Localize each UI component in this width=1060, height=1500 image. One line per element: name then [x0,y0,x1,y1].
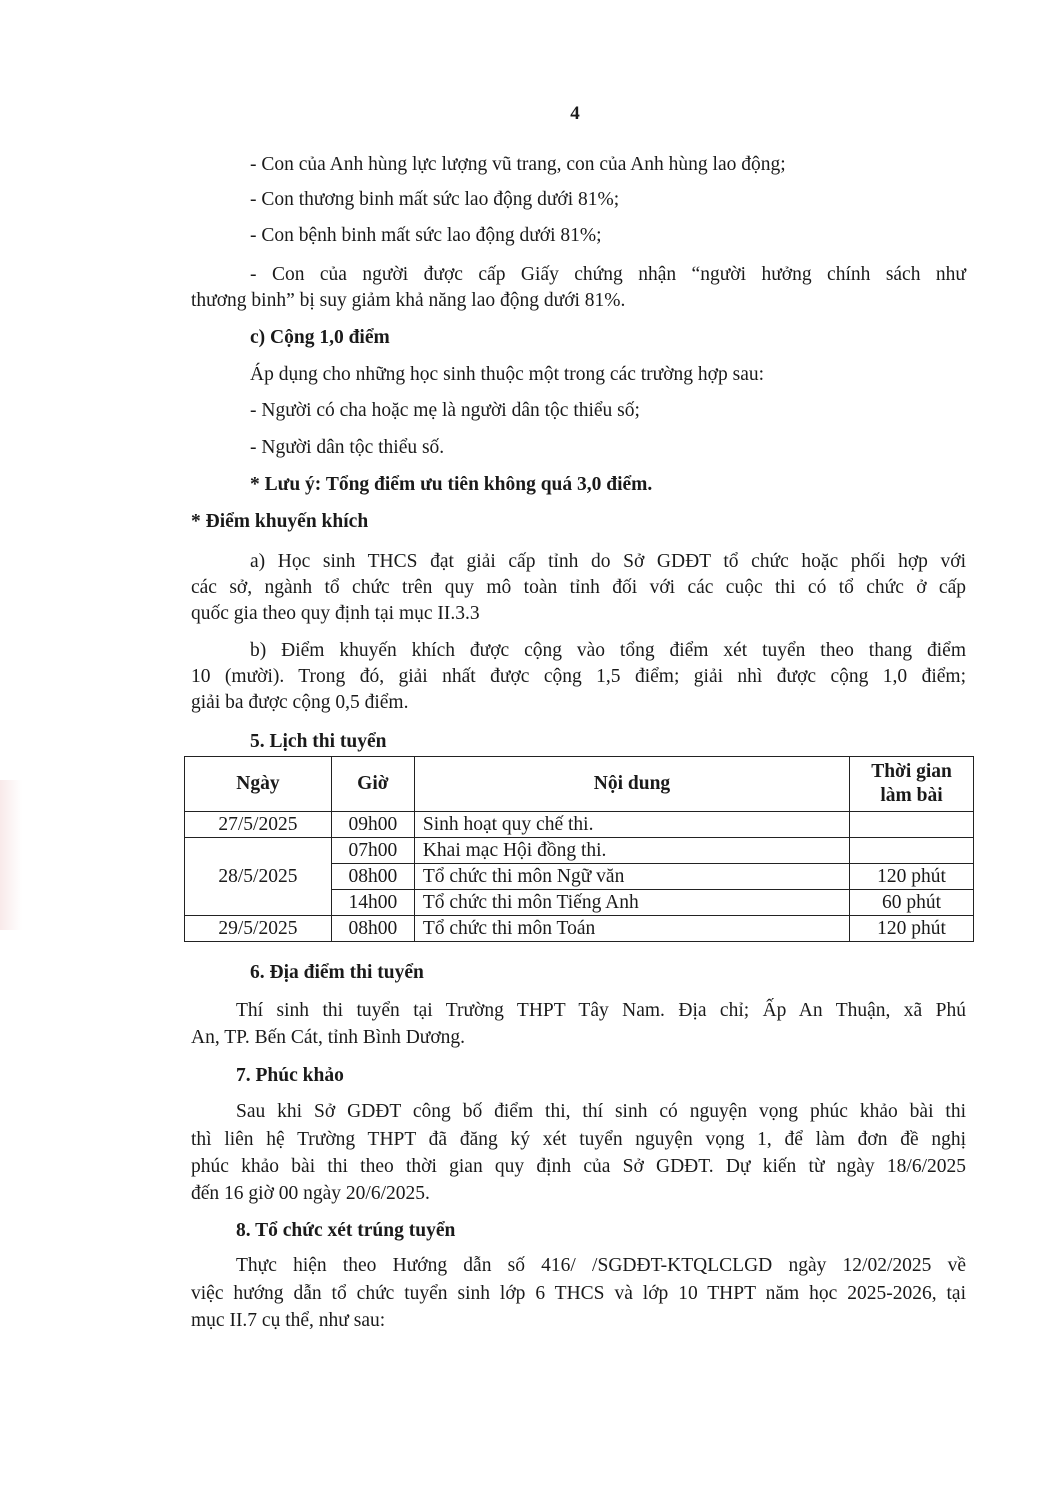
section-heading-7: 7. Phúc khảo [236,1065,344,1086]
list-item-continuation: thương binh” bị suy giảm khả năng lao động dưới 81%. [191,290,626,311]
column-header-duration [850,757,974,812]
cell-content: Tổ chức thi môn Ngữ văn [414,864,849,890]
exam-schedule-table [184,756,974,942]
cell-duration: 120 phút [850,916,974,942]
table-header-row [185,757,974,812]
paragraph-line: quốc gia theo quy định tại mục II.3.3 [191,603,480,624]
paragraph-line: giải ba được cộng 0,5 điểm. [191,692,409,713]
cell-time: 14h00 [331,890,414,916]
scan-edge-mark [0,780,22,930]
column-header-content: Nội dung [414,757,849,812]
cell-time: 07h00 [331,838,414,864]
list-item: - Người dân tộc thiểu số. [250,437,445,458]
column-header-date: Ngày [185,757,332,812]
cell-duration [850,812,974,838]
paragraph-line: mục II.7 cụ thể, như sau: [191,1310,386,1331]
section-heading-8: 8. Tổ chức xét trúng tuyển [236,1220,456,1241]
list-item: - Người có cha hoặc mẹ là người dân tộc thiểu số; [250,400,640,421]
column-header-duration-line1: Thời gian [871,761,952,782]
column-header-duration-line2: làm bài [880,785,943,806]
cell-content: Tổ chức thi môn Toán [414,916,849,942]
cell-time: 08h00 [331,916,414,942]
cell-date: 28/5/2025 [185,838,332,916]
page-number: 4 [570,103,580,124]
note-text: * Lưu ý: Tổng điểm ưu tiên không quá 3,0 điểm. [250,474,653,495]
cell-content: Sinh hoạt quy chế thi. [414,812,849,838]
cell-duration [850,838,974,864]
section-heading-6: 6. Địa điểm thi tuyển [250,962,424,983]
paragraph-line: Sau khi Sở GDĐT công bố điểm thi, thí sinh có nguyện vọng phúc khảo bài thi [236,1101,966,1122]
section-heading-c: c) Cộng 1,0 điểm [250,327,390,348]
paragraph: Áp dụng cho những học sinh thuộc một trong các trường hợp sau: [250,364,765,385]
section-heading-5: 5. Lịch thi tuyển [250,731,387,752]
column-header-time: Giờ [331,757,414,812]
cell-content: Tổ chức thi môn Tiếng Anh [414,890,849,916]
table-row [185,916,974,942]
paragraph-line: thì liên hệ Trường THPT đã đăng ký xét tuyển nguyện vọng 1, để làm đơn đề nghị [191,1129,966,1150]
cell-date: 27/5/2025 [185,812,332,838]
cell-duration: 120 phút [850,864,974,890]
table-row [185,838,974,864]
cell-date: 29/5/2025 [185,916,332,942]
list-item: - Con thương binh mất sức lao động dưới 81%; [250,189,620,210]
cell-time: 09h00 [331,812,414,838]
cell-duration: 60 phút [850,890,974,916]
list-item: - Con của người được cấp Giấy chứng nhận “người hưởng chính sách như [250,264,966,285]
paragraph-line: b) Điểm khuyến khích được cộng vào tổng điểm xét tuyển theo thang điểm [250,640,966,661]
section-heading-khuyen-khich: * Điểm khuyến khích [191,511,369,532]
paragraph-line: Thực hiện theo Hướng dẫn số 416/ /SGDĐT-KTQLCLGD ngày 12/02/2025 về [236,1255,966,1276]
paragraph-line: Thí sinh thi tuyển tại Trường THPT Tây Nam. Địa chỉ; Ấp An Thuận, xã Phú [236,1000,966,1021]
paragraph-line: việc hướng dẫn tổ chức tuyển sinh lớp 6 THCS và lớp 10 THPT năm học 2025-2026, tại [191,1283,966,1304]
paragraph-line: 10 (mười). Trong đó, giải nhất được cộng 1,5 điểm; giải nhì được cộng 1,0 điểm; [191,666,966,687]
paragraph-line: đến 16 giờ 00 ngày 20/6/2025. [191,1183,430,1204]
paragraph-line: các sở, ngành tổ chức trên quy mô toàn tỉnh đối với các cuộc thi có tổ chức ở cấp [191,577,966,598]
table-row [185,812,974,838]
paragraph-line: phúc khảo bài thi theo thời gian quy định của Sở GDĐT. Dự kiến từ ngày 18/6/2025 [191,1156,966,1177]
cell-time: 08h00 [331,864,414,890]
paragraph-line: An, TP. Bến Cát, tỉnh Bình Dương. [191,1027,466,1048]
list-item: - Con của Anh hùng lực lượng vũ trang, con của Anh hùng lao động; [250,154,786,175]
paragraph-line: a) Học sinh THCS đạt giải cấp tỉnh do Sở GDĐT tổ chức hoặc phối hợp với [250,551,966,572]
cell-content: Khai mạc Hội đồng thi. [414,838,849,864]
list-item: - Con bệnh binh mất sức lao động dưới 81%; [250,225,602,246]
